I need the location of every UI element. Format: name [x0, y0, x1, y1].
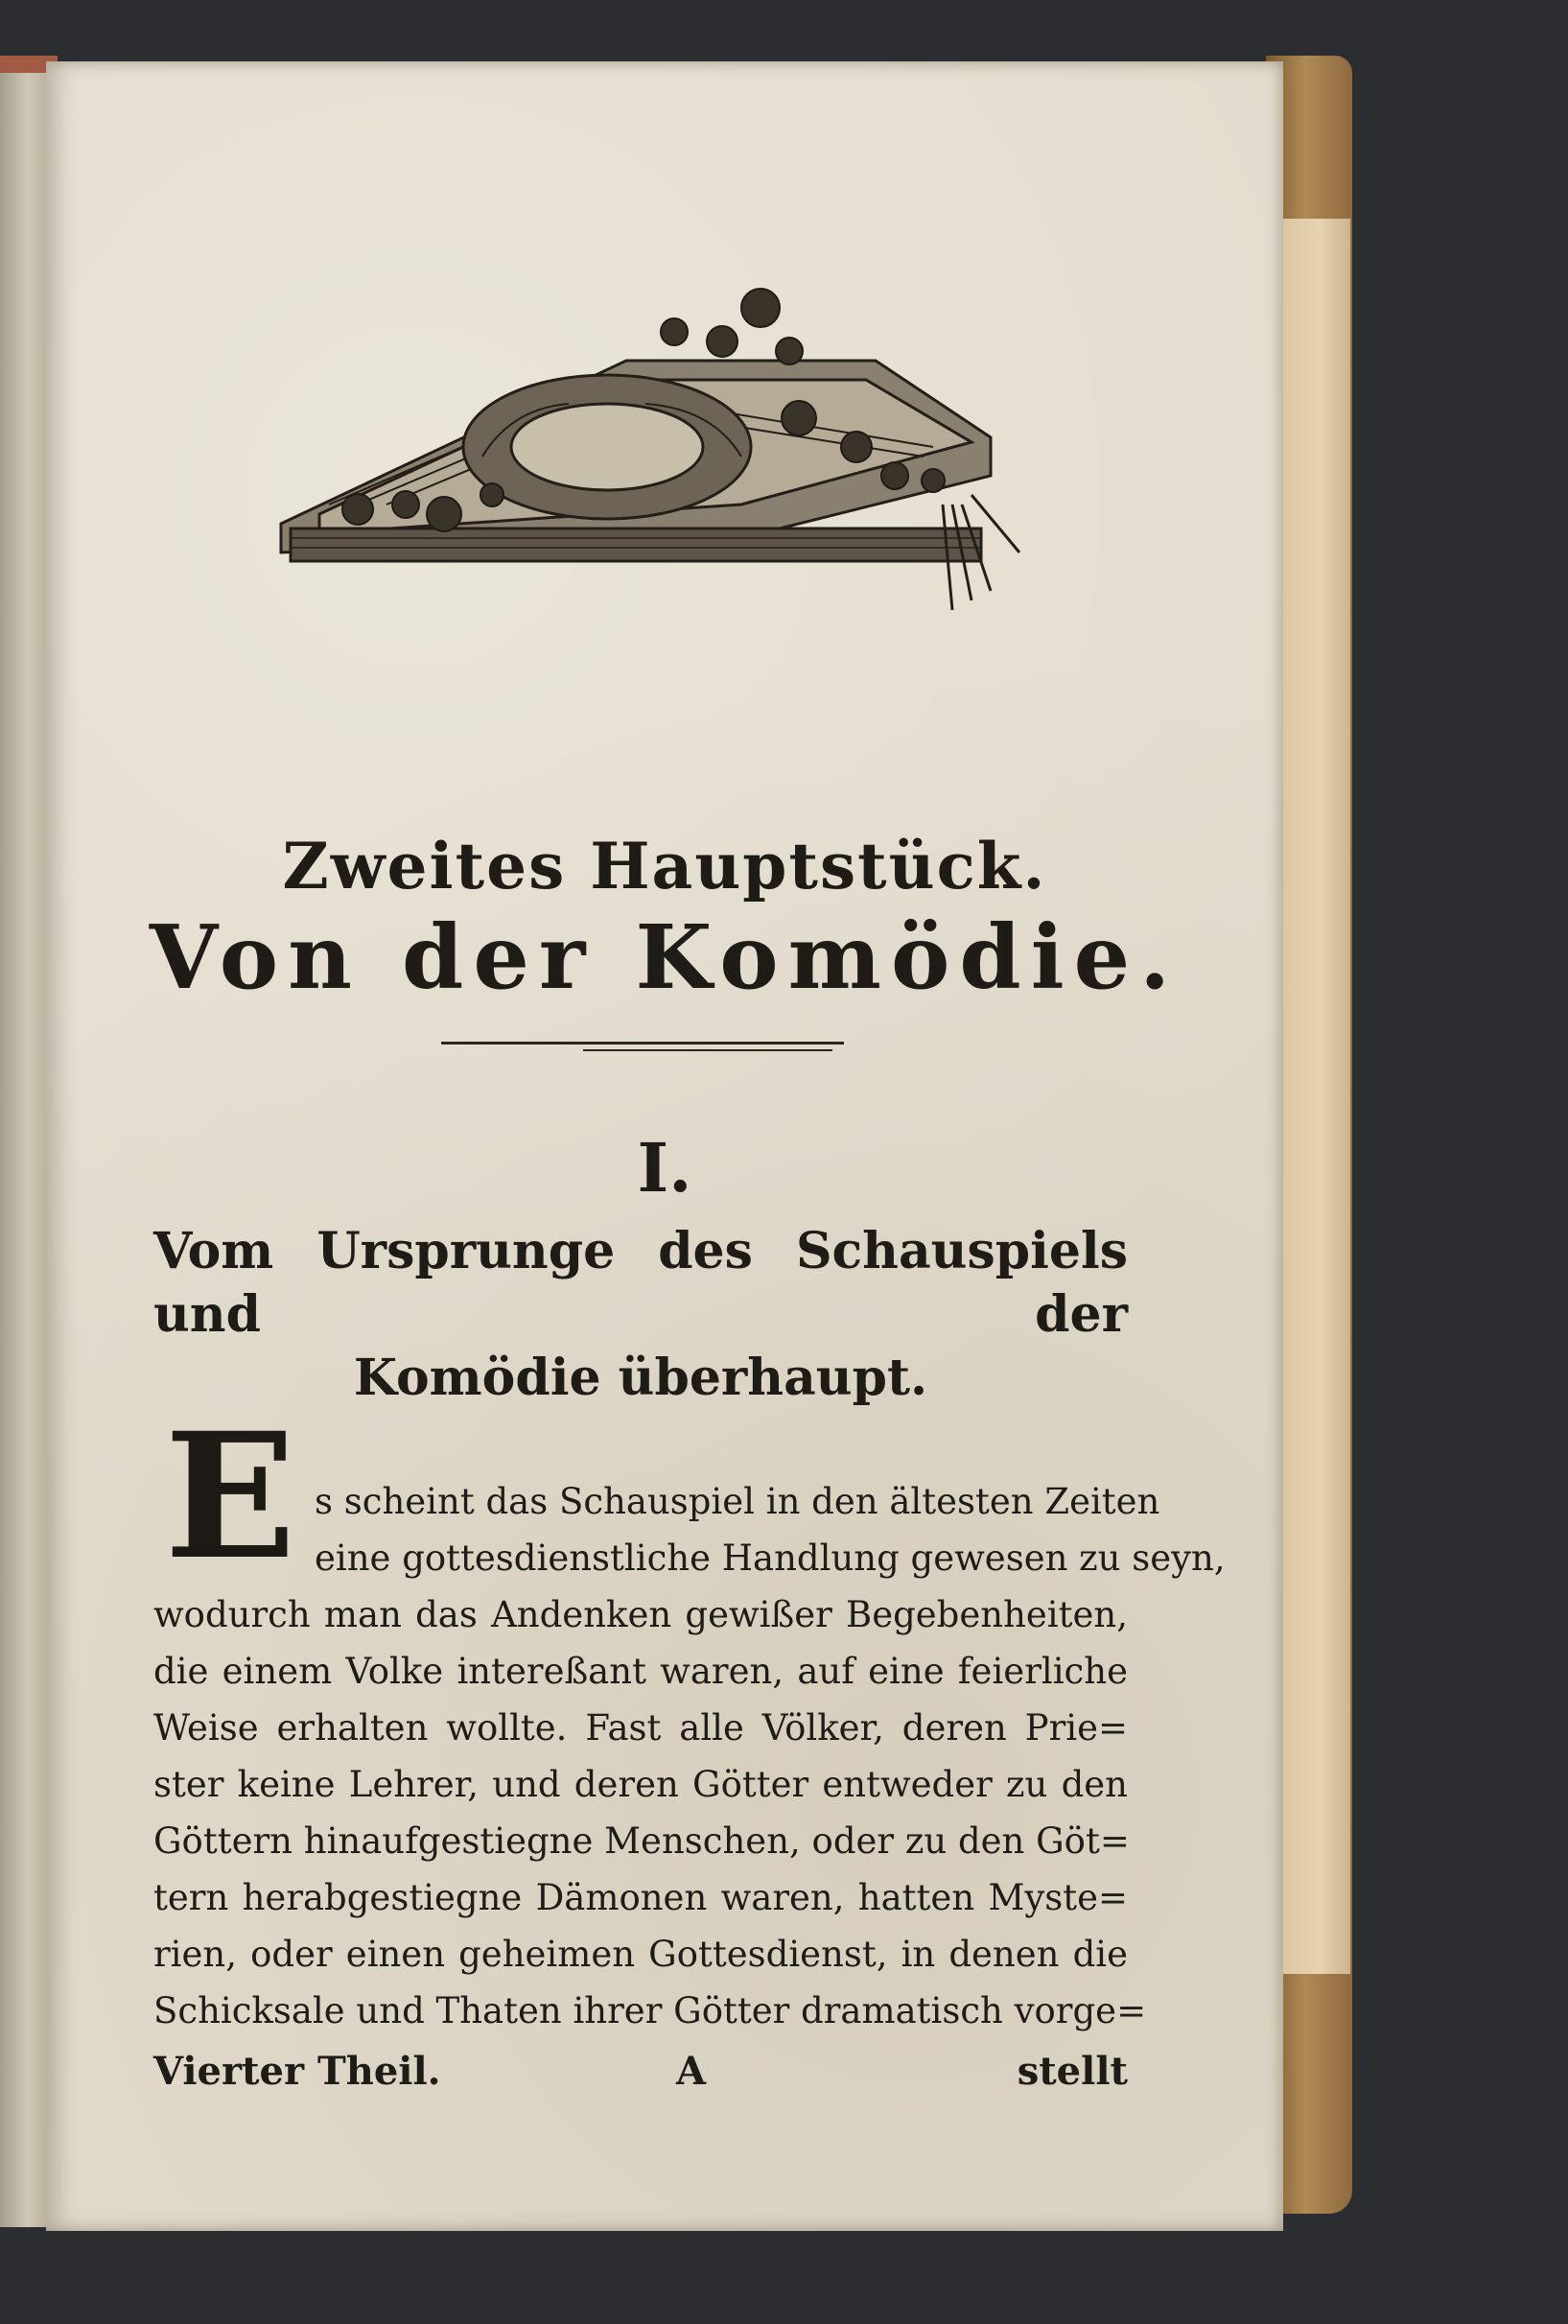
text-line: eine gottesdienstliche Handlung gewesen zu seyn, [315, 1538, 1226, 1579]
text-line: tern herabgestiegne Dämonen waren, hatten Myste= [153, 1877, 1128, 1918]
section-numeral: I. [637, 1128, 692, 1208]
chapter-title: Von der Komödie. [149, 905, 1181, 1009]
text-line: wodurch man das Andenken gewißer Begebenheiten, [153, 1594, 1128, 1635]
text-line: die einem Volke intereßant waren, auf eine feierliche [153, 1651, 1128, 1692]
text-line: Weise erhalten wollte. Fast alle Völker, deren Prie= [153, 1707, 1128, 1749]
book-page [46, 61, 1283, 2231]
book-wreath-vignette [262, 217, 1067, 620]
signature-mark: A [676, 2049, 707, 2094]
chapter-label: Zweites Hauptstück. [282, 829, 1047, 904]
drop-capital: E [164, 1396, 296, 1598]
section-title-line: Vom Ursprunge des Schauspiels und der [153, 1222, 1128, 1344]
page-footer [153, 2049, 1128, 2106]
facing-page-edge [0, 69, 46, 2227]
divider-rule [441, 1042, 844, 1045]
divider-rule-secondary [583, 1049, 832, 1051]
text-line: Göttern hinaufgestiegne Menschen, oder zu den Göt= [153, 1820, 1130, 1862]
endpaper-edge [1272, 219, 1350, 1974]
text-line: Schicksale und Thaten ihrer Götter dramatisch vorge= [153, 1990, 1147, 2031]
text-line: ster keine Lehrer, und deren Götter entweder zu den [153, 1764, 1128, 1805]
signature-line: Vierter Theil. [153, 2049, 441, 2094]
catchword: stellt [1017, 2049, 1128, 2094]
text-line: s scheint das Schauspiel in den ältesten Zeiten [315, 1481, 1160, 1522]
book [0, 56, 1352, 2252]
section-title-line: Komödie überhaupt. [353, 1349, 928, 1407]
body-paragraph [153, 1473, 1226, 2039]
text-line: rien, oder einen geheimen Gottesdienst, in denen die [153, 1934, 1128, 1975]
section-title [153, 1220, 1128, 1410]
